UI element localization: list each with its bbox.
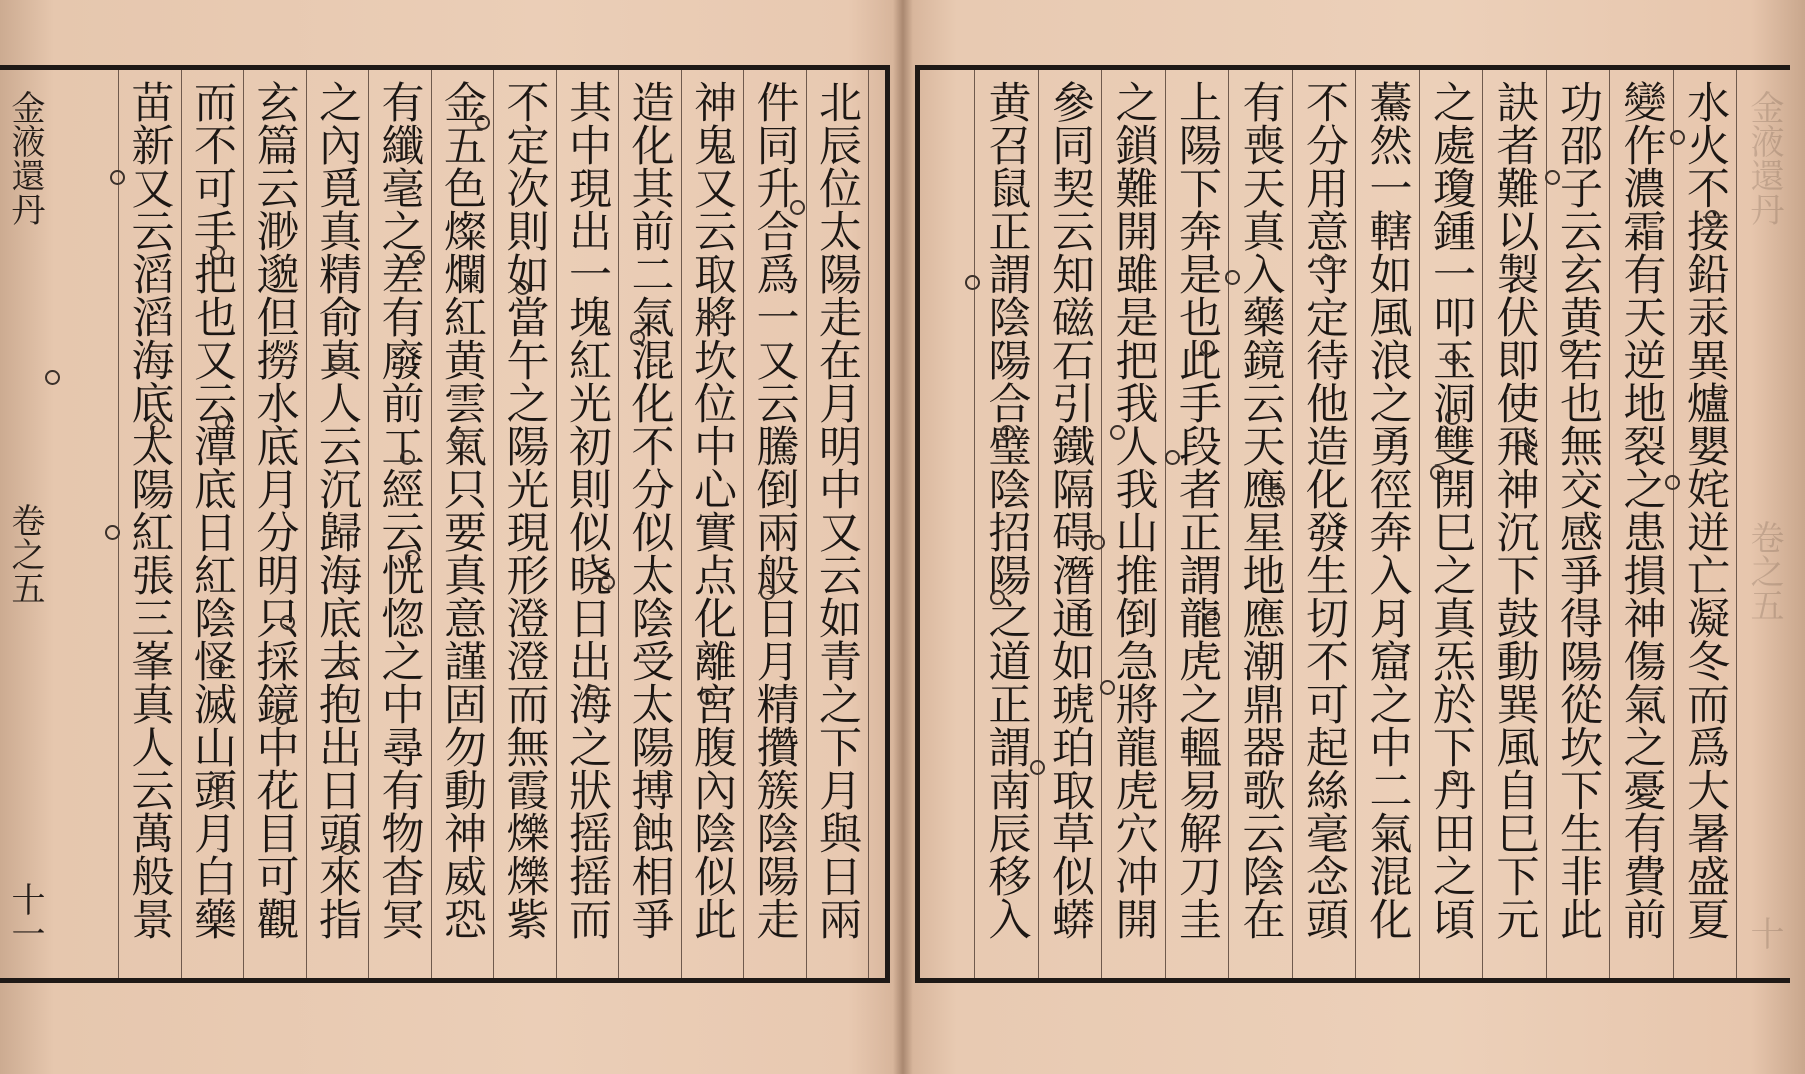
punctuation-mark [1030,760,1045,775]
punctuation-mark [1110,425,1125,440]
punctuation-mark [210,660,225,675]
punctuation-mark [1200,340,1215,355]
column-rule [1419,70,1420,978]
punctuation-mark [790,200,805,215]
column-rule [1609,70,1610,978]
punctuation-mark [1205,610,1220,625]
punctuation-mark [405,550,420,565]
punctuation-mark [700,310,715,325]
text-column: 變作濃霜有天逆地裂之患損神傷氣之憂有費前 [1616,80,1667,940]
right-text-frame [915,65,1790,983]
column-rule [974,70,975,978]
text-column: 黄召鼠正謂陰陽合璧陰招陽之道正謂南辰移入 [981,80,1032,940]
text-column: 而不可手把也又云潭底日紅陰怪滅山頭月白藥 [187,80,237,940]
punctuation-mark [475,115,490,130]
column-rule [1673,70,1674,978]
punctuation-mark [1165,450,1180,465]
punctuation-mark [1665,475,1680,490]
punctuation-mark [1320,255,1335,270]
text-column: 訣者難以製伏即使飛神沉下鼓動巽風自巳下元 [1489,80,1540,940]
text-column: 不定次則如當午之陽光現形澄澄而無霞爍爍紫 [499,80,550,940]
column-rule [743,70,744,978]
punctuation-mark [515,280,530,295]
punctuation-mark [280,615,295,630]
punctuation-mark [1225,270,1240,285]
punctuation-mark [400,450,415,465]
text-column: 苗新又云滔滔海底太陽紅張三峯真人云萬般景 [124,80,175,940]
ghost-leaf: 十 [1744,916,1784,950]
punctuation-mark [150,420,165,435]
punctuation-mark [1545,170,1560,185]
punctuation-mark [760,585,775,600]
punctuation-mark [1705,210,1720,225]
text-column: 功邵子云玄黄若也無交感爭得陽從坎下生非此 [1553,80,1603,940]
text-column: 有喪天真入藥鏡云天應星地應潮鼎器歌云陰在 [1235,80,1286,940]
punctuation-mark [1090,535,1105,550]
column-rule [243,70,244,978]
column-rule [181,70,182,978]
punctuation-mark [1670,130,1685,145]
punctuation-mark [275,710,290,725]
punctuation-mark [1515,440,1530,455]
text-column: 其中現出一塊紅光初則似晓日出海之狀摇摇而 [562,80,612,940]
text-column: 不分用意守定待他造化發生切不可起絲毫念頭 [1299,80,1349,940]
punctuation-mark [410,250,425,265]
text-column: 北辰位太陽走在月明中又云如青之下月與日兩 [812,80,862,940]
punctuation-mark [1100,680,1115,695]
punctuation-mark [630,330,645,345]
column-rule [1736,70,1737,978]
column-rule [556,70,557,978]
leaf-number: 十一 [5,882,45,950]
punctuation-mark [105,525,120,540]
text-column: 水火不接鉛汞異爐嬰姹迸亡凝冬而爲大暑盛夏 [1680,80,1730,940]
bleed-through-margin [1744,90,1784,950]
column-rule [1482,70,1483,978]
volume-label: 卷之五 [5,503,45,605]
text-column: 驀然一轄如風浪之勇徑奔入月窟之中二氣混化 [1362,80,1413,940]
punctuation-mark [110,170,125,185]
punctuation-mark [1445,410,1460,425]
column-rule [1165,70,1166,978]
column-rule [1355,70,1356,978]
column-rule [1228,70,1229,978]
text-column: 神鬼又云取將坎位中心實点化離宮腹內陰似此 [687,80,737,940]
punctuation-mark [1445,770,1460,785]
column-rule [1546,70,1547,978]
column-rule [868,70,869,978]
left-text-frame [0,65,890,983]
text-column: 有纖毫之差有廢前工經云恍惚之中尋有物杳冥 [374,80,425,940]
text-column: 玄篇云渺邈但撈水底月分明只採鏡中花目可觀 [249,80,300,940]
book-title: 金液還丹 [5,90,45,226]
punctuation-mark [990,590,1005,605]
punctuation-mark [1560,340,1575,355]
column-rule [368,70,369,978]
column-rule [681,70,682,978]
text-column: 之內覓真精俞真人云沉歸海底去抱出日頭來指 [312,80,362,940]
punctuation-mark [700,690,715,705]
punctuation-mark [1445,350,1460,365]
column-rule [1038,70,1039,978]
column-rule [1292,70,1293,978]
column-rule [431,70,432,978]
punctuation-mark [45,370,60,385]
right-page [903,0,1805,1074]
column-rule [806,70,807,978]
text-column: 上陽下奔是也此手段者正謂龍虎之轀易解刀圭 [1172,80,1222,940]
punctuation-mark [1000,425,1015,440]
punctuation-mark [450,430,465,445]
text-column: 之鎖難開雖是把我人我山推倒急將龍虎穴冲開 [1108,80,1159,940]
punctuation-mark [600,575,615,590]
punctuation-mark [965,275,980,290]
punctuation-mark [340,660,355,675]
text-column: 金五色燦爛紅黄雲氣只要真意謹固勿動神威恐 [437,80,487,940]
punctuation-mark [210,245,225,260]
column-rule [306,70,307,978]
punctuation-mark [1270,485,1285,500]
punctuation-mark [215,415,230,430]
left-columns [0,70,885,978]
text-column: 件同升合爲一又云騰倒兩般日月精攢簇陰陽走 [749,80,800,940]
column-rule [1101,70,1102,978]
punctuation-mark [340,840,355,855]
punctuation-mark [210,775,225,790]
ghost-title: 金液還丹 [1744,90,1784,226]
ghost-volume: 卷之五 [1744,520,1784,622]
right-columns [920,70,1790,978]
text-column: 之處瓊鍾一叩玉洞雙開巳之真炁於下丹田之頃 [1426,80,1476,940]
punctuation-mark [585,685,600,700]
punctuation-mark [1380,610,1395,625]
text-column: 造化其前二氣混化不分似太陰受太陽搏蝕相爭 [624,80,675,940]
column-rule [493,70,494,978]
punctuation-mark [330,355,345,370]
left-page-margin [6,90,44,950]
column-rule [118,70,119,978]
column-rule [618,70,619,978]
text-column: 參同契云知磁石引鐵隔碍潛通如琥珀取草似蟒 [1045,80,1095,940]
punctuation-mark [1430,465,1445,480]
